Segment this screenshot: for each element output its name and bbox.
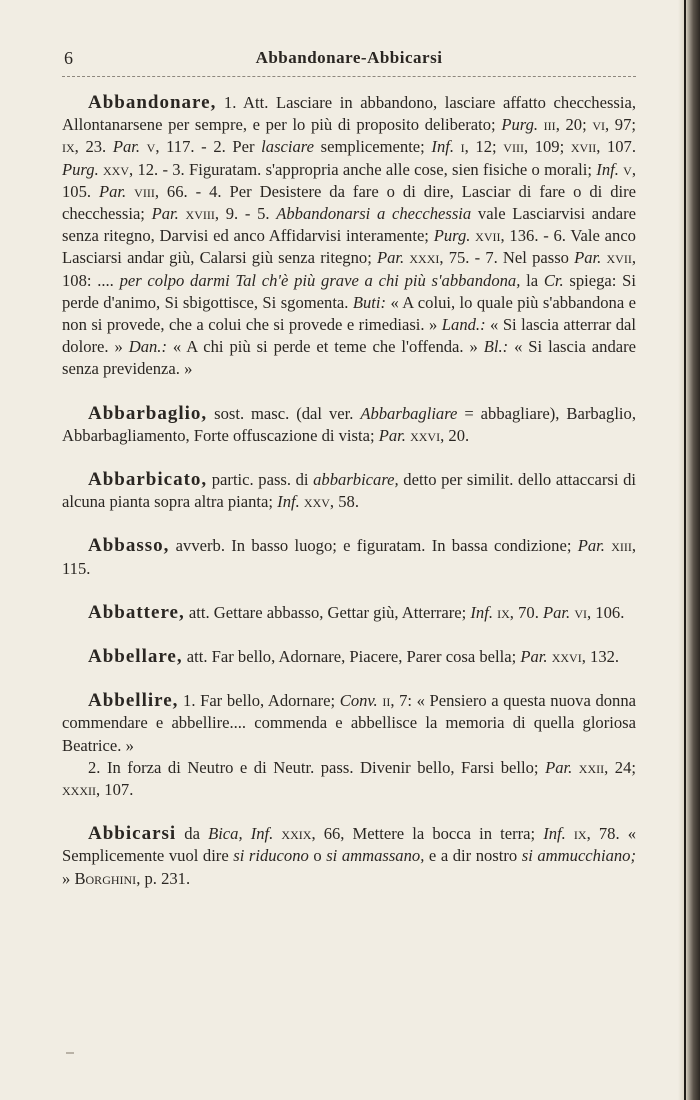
entry-text: , 7: « Pensiero a questa nuova donna commendare e abbellire.... commenda e abbellisce la memoria di quella gloriosa Beatrice. » <box>62 691 636 755</box>
citation-italic: Inf. <box>543 824 566 844</box>
citation-numeral: xxix <box>273 824 312 844</box>
entry-text: , 108: .... <box>62 248 636 290</box>
entry-text: « Si lascia andare senza previdenza. » <box>62 337 637 379</box>
citation-italic: Par. <box>577 536 605 556</box>
entry-text: 1. Att. Lasciare in abbandono, lasciare affatto checchessia, Allontanarsene per sempre, e per lo più di proposito deliberato; <box>62 93 636 135</box>
page-binding-line <box>684 0 686 1100</box>
entry-text <box>243 824 251 843</box>
citation-italic: si riducono <box>233 846 309 866</box>
citation-numeral: ix <box>492 602 510 622</box>
citation-italic: Inf. <box>470 602 493 622</box>
citation-numeral: viii <box>126 181 155 201</box>
dictionary-entry <box>62 690 636 801</box>
citation-numeral: xxvi <box>405 425 441 445</box>
citation-numeral: xiii <box>604 536 632 556</box>
entry-text: partic. pass. di <box>207 470 314 490</box>
entry-text: , 12; <box>464 137 504 157</box>
entry-text: « A colui, lo quale più s'abbandona e non si provede, che a colui che si provede e rimediasi. » <box>62 292 636 335</box>
citation-italic: Inf. <box>431 137 455 157</box>
citation-numeral: xxxi <box>404 248 440 268</box>
citation-italic: Conv. <box>339 691 378 711</box>
entry-text: e a dir nostro <box>424 846 522 866</box>
entry-text: , 75. - 7. Nel passo <box>439 248 575 268</box>
entry-text: , 106. <box>587 602 625 622</box>
citation-italic: Land.: <box>441 315 486 335</box>
entry-text: , 20. <box>440 425 470 445</box>
entry-text: att. Gettare abbasso, Gettar giù, Atterrare; <box>184 602 471 622</box>
entry-text: « Si lascia atterrar dal dolore. » <box>62 315 636 357</box>
citation-italic: Par. <box>545 757 573 777</box>
citation-numeral: ii <box>377 691 391 711</box>
entry-text: 2. In forza di Neutro e di Neutr. pass. Divenir bello, Farsi bello; <box>88 757 546 777</box>
entry-text: att. Far bello, Adornare, Piacere, Parer cosa bella; <box>182 647 521 667</box>
citation-numeral: xvii <box>470 226 501 246</box>
citation-italic: Abbandonarsi a checchessia <box>276 204 472 224</box>
dictionary-entry <box>62 646 636 668</box>
citation-italic: Cr. <box>543 270 564 290</box>
entry-text: sost. masc. (dal ver. <box>207 403 361 423</box>
dictionary-entry <box>62 469 636 513</box>
citation-italic: Purg. <box>501 115 539 135</box>
page-number: 6 <box>64 48 73 68</box>
entry-headword: Abbattere, <box>88 601 185 623</box>
entry-text: o <box>308 846 327 866</box>
entry-text: = abbagliare), Barbaglio, Abbarbagliamento, Forte offuscazione di vista; <box>62 403 636 445</box>
citation-italic: Purg. <box>62 159 99 179</box>
entry-text: detto per similit. dello attaccarsi di alcuna pianta sopra altra pianta; <box>62 470 636 512</box>
citation-italic: si ammassano, <box>326 846 425 866</box>
entry-headword: Abbasso, <box>88 535 170 557</box>
entry-text: , 136. - 6. Vale anco Lasciarsi andar giù, Calarsi giù senza ritegno; <box>62 226 636 268</box>
page-edge-shadow <box>678 0 700 1100</box>
running-title: Abbandonare-Abbicarsi <box>255 48 443 67</box>
citation-italic: Par. <box>542 602 571 622</box>
page-speck <box>66 1052 74 1054</box>
entry-text: » <box>62 868 75 888</box>
entry-headword: Abbicarsi <box>88 823 177 845</box>
entry-text: , 132. <box>581 647 620 667</box>
header-rule <box>62 76 636 77</box>
entry-text: , 78. « Semplicemente vuol dire <box>62 824 637 866</box>
citation-numeral: xxv <box>98 159 130 179</box>
citation-numeral: xxxii <box>62 780 96 800</box>
entry-text: , 12. - 3. Figuratam. s'appropria anche alle cose, sien fisiche o morali; <box>129 159 597 179</box>
citation-italic: lasciare <box>261 137 315 157</box>
entry-text: , 105. <box>62 159 636 201</box>
citation-numeral: xxii <box>572 757 605 777</box>
citation-numeral: ix <box>62 137 75 157</box>
entry-text: 1. Far bello, Adornare; <box>178 691 340 711</box>
citation-italic: Purg. <box>433 226 471 246</box>
entry-text: , 70. <box>509 602 543 622</box>
entry-text: da <box>176 824 209 844</box>
citation-numeral: v <box>618 159 632 179</box>
entry-headword: Abbandonare, <box>88 92 217 113</box>
citation-italic: si ammucchiano; <box>521 846 637 866</box>
citation-italic: Par. <box>99 181 127 201</box>
entry-text: , 107. <box>596 137 637 157</box>
citation-numeral: xxv <box>299 492 330 512</box>
entry-text: la <box>520 270 544 290</box>
entry-text: , 66, Mettere la bocca in terra; <box>311 824 544 844</box>
entry-text: , p. 231. <box>136 868 191 888</box>
citation-numeral: iii <box>538 115 556 135</box>
entry-text: spiega: Si perde d'animo, Si sbigottisce, Si sgomenta. <box>62 270 636 312</box>
citation-numeral: xviii <box>178 204 215 224</box>
citation-italic: Inf. <box>277 492 300 512</box>
citation-italic: Par. <box>520 647 548 667</box>
entry-text: semplicemente; <box>314 137 432 157</box>
citation-italic: Inf. <box>596 159 619 179</box>
citation-italic: per colpo darmi Tal ch'è più grave a chi più s'abbandona, <box>119 270 521 290</box>
page-header <box>62 48 636 74</box>
dictionary-entry <box>62 92 636 381</box>
entry-text: , 20; <box>555 115 593 135</box>
dictionary-entry <box>62 602 636 624</box>
entry-text: vale Lasciarvisi andare senza ritegno, Darvisi ed anco Affidarvisi interamente; <box>62 204 636 246</box>
entry-text: , 9. - 5. <box>214 204 277 224</box>
citation-italic: Bica, <box>208 824 243 844</box>
entry-text: , 58. <box>329 492 359 512</box>
citation-italic: Par. <box>151 204 179 224</box>
citation-italic: abbarbicare, <box>313 470 399 490</box>
citation-numeral: vi <box>570 602 587 622</box>
entry-headword: Abbellire, <box>88 690 179 712</box>
entry-headword: Abbarbaglio, <box>88 402 208 424</box>
entry-text: , 23. <box>74 137 113 157</box>
citation-italic: Par. <box>377 248 405 268</box>
citation-numeral: xvii <box>601 248 632 268</box>
entry-text: , 66. - 4. Per Desistere da fare o di dire, Lasciar di fare o di dire checchessia; <box>62 181 636 224</box>
entry-text: , 115. <box>62 536 637 578</box>
citation-italic: Bl.: <box>483 337 509 357</box>
dictionary-entry <box>62 535 636 579</box>
entry-text: , 97; <box>605 115 636 135</box>
entry-text: , 109; <box>523 137 571 157</box>
dictionary-entries <box>62 92 636 912</box>
citation-italic: Abbarbagliare <box>360 403 458 423</box>
entry-text: avverb. In basso luogo; e figuratam. In bassa condizione; <box>169 536 578 556</box>
citation-numeral: ix <box>565 824 587 844</box>
citation-italic: Inf. <box>250 824 274 844</box>
entry-text: « A chi più si perde et teme che l'offenda. » <box>166 337 484 357</box>
citation-numeral: xvii <box>570 137 597 157</box>
citation-numeral: v <box>140 137 156 157</box>
citation-numeral: i <box>454 137 465 157</box>
entry-text: , 117. - 2. Per <box>155 137 262 157</box>
citation-numeral: viii <box>503 137 524 157</box>
citation-numeral: Borghini <box>74 868 137 888</box>
citation-italic: Dan.: <box>128 337 167 357</box>
entry-text: , 107. <box>96 780 134 800</box>
entry-text: , 24; <box>604 757 636 777</box>
dictionary-entry <box>62 823 636 890</box>
citation-numeral: vi <box>592 115 605 135</box>
dictionary-entry <box>62 403 636 447</box>
entry-subsense <box>62 757 636 801</box>
citation-italic: Par. <box>574 248 602 268</box>
citation-italic: Par. <box>378 425 406 445</box>
citation-italic: Par. <box>112 137 141 157</box>
citation-italic: Buti: <box>352 292 387 312</box>
citation-numeral: xxvi <box>547 647 582 667</box>
entry-headword: Abbarbicato, <box>88 469 208 491</box>
entry-headword: Abbellare, <box>88 646 183 668</box>
